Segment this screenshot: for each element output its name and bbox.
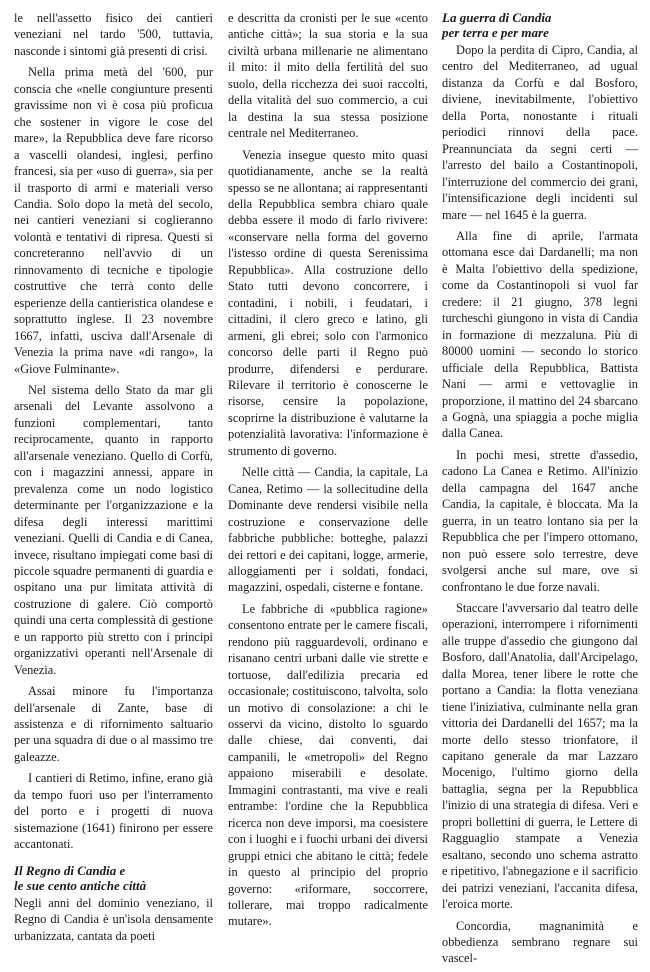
paragraph: Nelle città — Candia, la capitale, La Canea, Retimo — la sollecitudine della Dominante deve rendersi visibile nella costruzione e conservazione delle fabbriche pubbliche: botteghe, palazzi dei rettori e dei capitani, logge, armerie, alloggiamenti per i soldati, fondaci, magazzini, ospedali, cisterne e fontane. bbox=[228, 465, 428, 595]
section-heading-line: La guerra di Candia bbox=[442, 10, 552, 25]
paragraph: Le fabbriche di «pubblica ragione» consentono entrate per le camere fiscali, rendono più ragguardevoli, ordinano e risanano centri urbani dalle vie strette e tortuose, dall'edilizia precaria ed occasionale; costituiscono, talvolta, solo un motivo di consolazione: a chi le osservi da vicino, distolto lo sguardo dalle chiese, dai conventi, dai campanili, le «metropoli» del Regno appaiono miserabili e desolate. Immagini contrastanti, ma vive e reali entrambe: l'ordine che la Repubblica ricerca non deve imporsi, ma coesistere con i luoghi e i fuochi urbani dei diversi gruppi etnici che abitano le città; fedele in questo al principio del proprio governo: «riformare, soccorrere, tollerare, mai troppo radicalmente mutare». bbox=[228, 601, 428, 929]
paragraph: Staccare l'avversario dal teatro delle operazioni, interrompere i rifornimenti alle truppe d'assedio che giungono dal Bosforo, dall'Anatolia, dall'Arcipelago, dalla Morea, tener libere le rotte che portano a Candia: la flotta veneziana tiene l'iniziativa, culminante nella gran vittoria dei Dardanelli del 1657; ma la morte dello stesso trionfatore, il capitano generale da mar Lazzaro Mocenigo, l'ultimo giorno della battaglia, segna per la Repubblica l'inizio di una strategia di difesa. Veri e propri bollettini di guerra, le Lettere di Ragguaglio stampate a Venezia esaltano, secondo uno schema astratto e ripetitivo, l'abnegazione e il sacrificio dei patrizi veneziani, l'accanita difesa, l'eroica morte. bbox=[442, 600, 638, 912]
section-heading-line: le sue cento antiche città bbox=[14, 877, 147, 893]
paragraph: Negli anni del dominio veneziano, il Regno di Candia è un'isola densamente urbanizzata, cantata da poeti bbox=[14, 895, 213, 943]
column-middle bbox=[228, 10, 428, 935]
paragraph: le nell'assetto fisico dei cantieri veneziani nel tardo '500, tuttavia, nasconde i sintomi già presenti di crisi. bbox=[14, 11, 213, 58]
column-left bbox=[14, 10, 213, 949]
column-right bbox=[442, 10, 638, 972]
paragraph: Assai minore fu l'importanza dell'arsenale di Zante, base di assistenza e di rifornimento saltuario per una squadra di due o al massimo tre galeazze. bbox=[14, 684, 213, 764]
section-heading bbox=[14, 863, 213, 893]
paragraph: Venezia insegue questo mito quasi quotidianamente, anche se la realtà spesso se ne allontana; ai rappresentanti della Repubblica sembra chiaro quale debba essere il modo di farlo rivivere: «conservare nella forma del governo l'istesso ordine di questa Serenissima Repubblica». Alla costruzione dello Stato tutti devono concorrere, i contadini, i nobili, i feudatari, i cittadini, il clero greco e latino, gli armeni, gli ebrei; solo con l'armonico concorso delle parti il Regno può produrre, difendersi e perdurare. Rilevare il territorio è conoscerne le risorse, censire la popolazione, scoprirne la distribuzione è valutarne la potenzialità lavorativa: l'informazione è strumento di governo. bbox=[228, 147, 428, 458]
section-heading-line: per terra e per mare bbox=[442, 25, 549, 40]
paragraph: Nella prima metà del '600, pur conscia che «nelle congiunture presenti gravissime non vi è cosa più proficua che sostener in vigore le cose del mare», la Repubblica deve fare ricorso a vascelli olandesi, inglesi, perfino francesi, sia per «uso di guerra», sia per il trasporto di armi e materiali verso Candia. Solo dopo la metà del secolo, nei cantieri veneziani si coglieranno volontà e tentativi di ripresa. Questi si concreteranno nell'avvio di un rinnovamento di tecniche e tipologie costruttive che terrà conto delle esperienze della cantieristica olandese e soprattutto inglese. Il 23 novembre 1667, infatti, usciva dall'Arsenale di Venezia la prima nave «di rango», la «Giove Fulminante». bbox=[14, 65, 213, 376]
paragraph: Dopo la perdita di Cipro, Candia, al centro del Mediterraneo, ad ugual distanza da Corfù e dal Bosforo, diviene, inevitabilmente, l'obiettivo della Porta, nonostante i rituali periodici rinnovi della pace. Preannunciata da segni certi — l'arresto del bailo a Costantinopoli, l'interruzione del commercio dei grani, l'intensificazione degli incidenti sul mare — nel 1645 è la guerra. bbox=[442, 43, 638, 222]
paragraph: Nel sistema dello Stato da mar gli arsenali del Levante assolvono a funzioni complementari, tanto reciprocamente, quanto in rapporto all'arsenale veneziano. Quello di Corfù, con i magazzini annessi, appare in prevalenza come un nodo logistico determinante per l'organizzazione e la difesa degli interessi marittimi veneziani. Quelli di Candia e di Canea, invece, risultano impiegati come basi di piccole squadre permanenti di guardia e ospitano una pur limitata attività di costruzione di galere. Ciò comportò quindi una certa complessità di gestione e un rapporto più stretto con i principi organizzativi operanti nell'Arsenale di Venezia. bbox=[14, 382, 213, 677]
paragraph: Alla fine di aprile, l'armata ottomana esce dai Dardanelli; ma non è Malta l'obiettivo della spedizione, come da Costantinopoli si vuol far credere: il 21 giugno, 378 legni turcheschi giungono in vista di Candia in formazione di mezzaluna. Più di 80000 uomini — secondo lo storico ufficiale della Repubblica, Battista Nani — armi e vettovaglie in proporzione, il mattino del 24 sbarcano a Gognà, una spiaggia a poche miglia dalla Canea. bbox=[442, 228, 638, 441]
section-heading-line: Il Regno di Candia e bbox=[14, 862, 126, 878]
paragraph: In pochi mesi, strette d'assedio, cadono La Canea e Retimo. All'inizio della campagna del 1647 anche Candia, la capitale, è bloccata. Ma la guerra, in un teatro lontano sia per la Repubblica che per l'impero ottomano, non può essere solo terrestre, deve svolgersi anche sul mare, ove si confrontano le due forze navali. bbox=[442, 447, 638, 594]
paragraph: I cantieri di Retimo, infine, erano già da tempo fuori uso per l'interramento del porto e i progetti di nuova sistemazione (1641) finirono per essere accantonati. bbox=[14, 771, 213, 852]
paragraph: e descritta da cronisti per le sue «cento antiche città»; la sua storia e la sua civiltà urbana millenarie ne alimentano il mito: il mito della fertilità del suo suolo, della ricchezza dei suoi raccolti, della vitalità del suo commercio, a cui la destina la sua stessa posizione centrale nel Mediterraneo. bbox=[228, 11, 428, 141]
paragraph: Concordia, magnanimità e obbedienza sembrano regnare sui vascel- bbox=[442, 918, 638, 966]
section-heading bbox=[442, 10, 638, 40]
